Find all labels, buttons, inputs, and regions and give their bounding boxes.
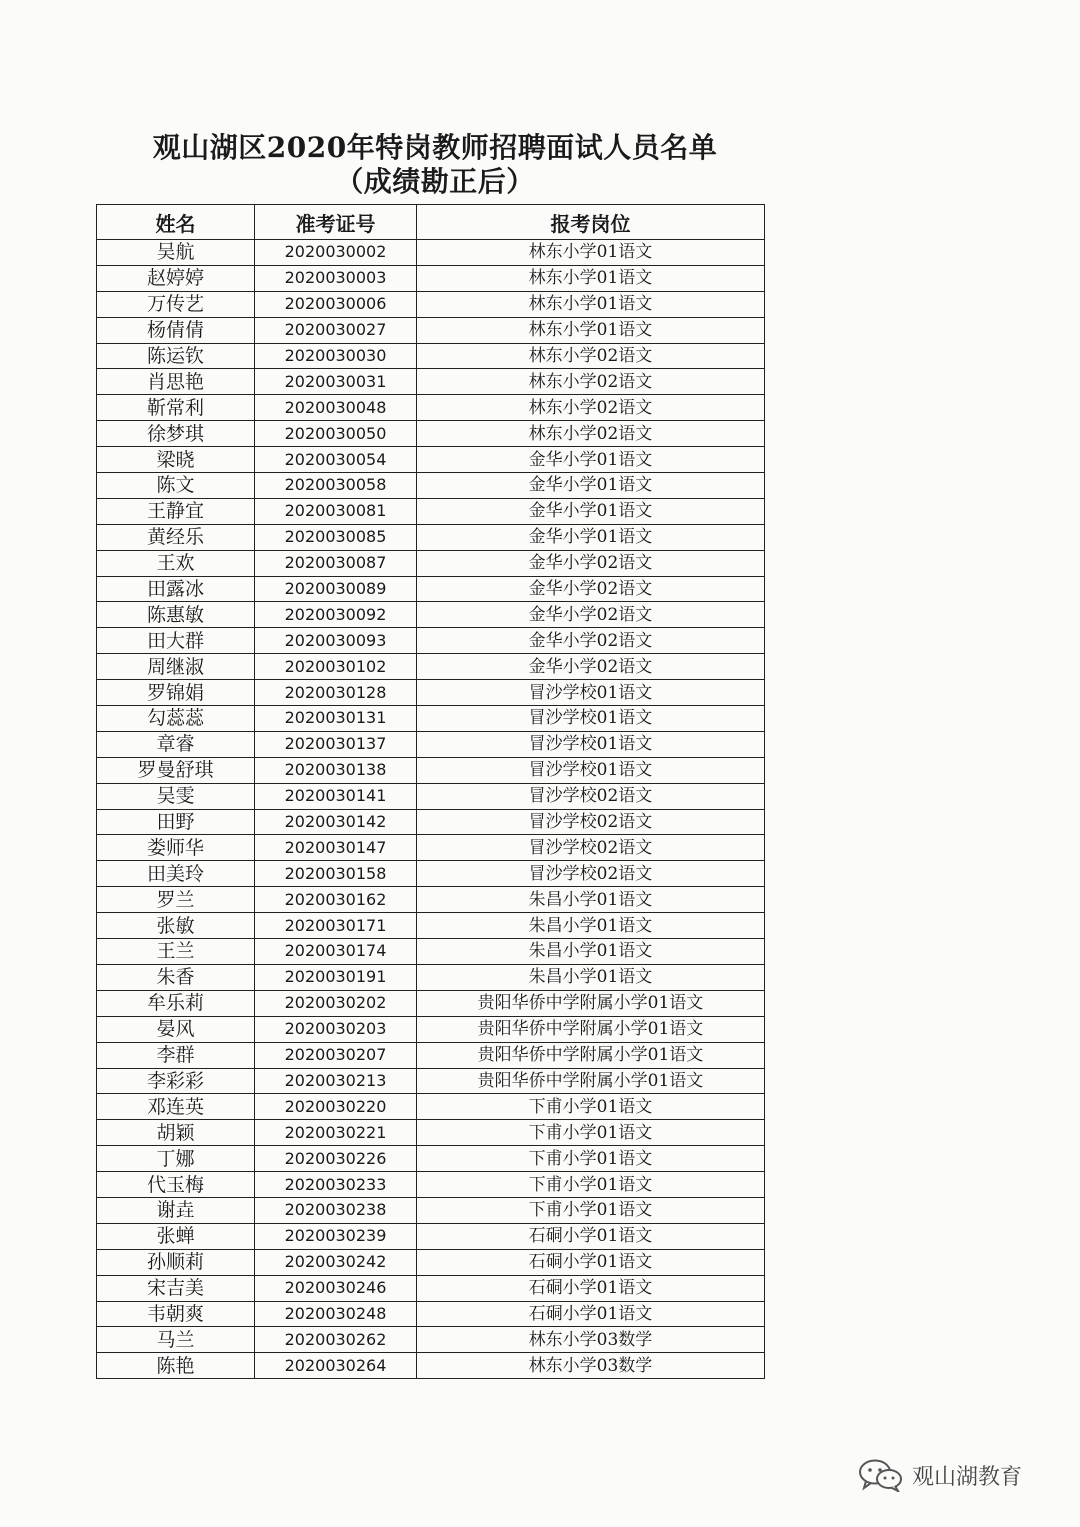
cell-name: 娄师华	[97, 835, 255, 861]
cell-name: 罗曼舒琪	[97, 757, 255, 783]
cell-exam-id: 2020030137	[255, 731, 417, 757]
cell-name: 王静宜	[97, 498, 255, 524]
table-row	[97, 1275, 765, 1301]
table-row	[97, 343, 765, 369]
cell-exam-id: 2020030248	[255, 1301, 417, 1327]
cell-exam-id: 2020030128	[255, 680, 417, 706]
cell-exam-id: 2020030006	[255, 291, 417, 317]
cell-name: 李群	[97, 1042, 255, 1068]
cell-position: 朱昌小学01语文	[417, 913, 765, 939]
cell-name: 靳常利	[97, 395, 255, 421]
cell-position: 贵阳华侨中学附属小学01语文	[417, 1042, 765, 1068]
cell-position: 石硐小学01语文	[417, 1249, 765, 1275]
cell-name: 宋吉美	[97, 1275, 255, 1301]
cell-position: 金华小学02语文	[417, 654, 765, 680]
cell-exam-id: 2020030058	[255, 473, 417, 499]
table-row	[97, 913, 765, 939]
table-row	[97, 395, 765, 421]
table-row	[97, 1042, 765, 1068]
cell-position: 金华小学02语文	[417, 550, 765, 576]
cell-name: 朱香	[97, 964, 255, 990]
table-row	[97, 628, 765, 654]
cell-position: 下甫小学01语文	[417, 1146, 765, 1172]
table-row	[97, 447, 765, 473]
cell-name: 万传艺	[97, 291, 255, 317]
table-row	[97, 1120, 765, 1146]
table-row	[97, 1223, 765, 1249]
cell-position: 林东小学02语文	[417, 369, 765, 395]
cell-name: 田露冰	[97, 576, 255, 602]
table-row	[97, 369, 765, 395]
cell-exam-id: 2020030002	[255, 240, 417, 266]
cell-position: 冒沙学校01语文	[417, 757, 765, 783]
table-row	[97, 317, 765, 343]
cell-exam-id: 2020030138	[255, 757, 417, 783]
cell-name: 李彩彩	[97, 1068, 255, 1094]
cell-exam-id: 2020030162	[255, 887, 417, 913]
cell-exam-id: 2020030102	[255, 654, 417, 680]
cell-position: 冒沙学校02语文	[417, 783, 765, 809]
cell-exam-id: 2020030202	[255, 990, 417, 1016]
table-row	[97, 835, 765, 861]
table-row	[97, 731, 765, 757]
cell-name: 吴雯	[97, 783, 255, 809]
cell-name: 田野	[97, 809, 255, 835]
cell-exam-id: 2020030027	[255, 317, 417, 343]
cell-exam-id: 2020030221	[255, 1120, 417, 1146]
cell-name: 梁晓	[97, 447, 255, 473]
cell-position: 金华小学01语文	[417, 447, 765, 473]
cell-name: 陈惠敏	[97, 602, 255, 628]
cell-exam-id: 2020030093	[255, 628, 417, 654]
cell-exam-id: 2020030085	[255, 524, 417, 550]
table-row	[97, 1197, 765, 1223]
table-row	[97, 757, 765, 783]
cell-position: 下甫小学01语文	[417, 1094, 765, 1120]
cell-position: 石硐小学01语文	[417, 1275, 765, 1301]
cell-exam-id: 2020030031	[255, 369, 417, 395]
table-row	[97, 783, 765, 809]
cell-name: 王兰	[97, 939, 255, 965]
cell-position: 冒沙学校01语文	[417, 706, 765, 732]
cell-name: 孙顺莉	[97, 1249, 255, 1275]
cell-name: 晏风	[97, 1016, 255, 1042]
cell-position: 金华小学01语文	[417, 473, 765, 499]
cell-exam-id: 2020030226	[255, 1146, 417, 1172]
cell-position: 贵阳华侨中学附属小学01语文	[417, 1016, 765, 1042]
cell-name: 肖思艳	[97, 369, 255, 395]
wechat-watermark	[858, 1458, 1022, 1492]
candidate-table	[96, 204, 765, 1379]
table-row	[97, 1094, 765, 1120]
cell-name: 陈文	[97, 473, 255, 499]
cell-position: 林东小学02语文	[417, 421, 765, 447]
cell-exam-id: 2020030171	[255, 913, 417, 939]
cell-exam-id: 2020030264	[255, 1353, 417, 1379]
table-row	[97, 576, 765, 602]
table-row	[97, 964, 765, 990]
table-row	[97, 1068, 765, 1094]
cell-position: 贵阳华侨中学附属小学01语文	[417, 1068, 765, 1094]
cell-exam-id: 2020030050	[255, 421, 417, 447]
cell-position: 贵阳华侨中学附属小学01语文	[417, 990, 765, 1016]
cell-name: 邓连英	[97, 1094, 255, 1120]
cell-exam-id: 2020030142	[255, 809, 417, 835]
cell-exam-id: 2020030003	[255, 265, 417, 291]
cell-name: 罗锦娟	[97, 680, 255, 706]
cell-name: 田大群	[97, 628, 255, 654]
page-title: 观山湖区2020年特岗教师招聘面试人员名单	[152, 131, 718, 164]
table-row	[97, 1172, 765, 1198]
table-row	[97, 550, 765, 576]
cell-name: 杨倩倩	[97, 317, 255, 343]
cell-name: 陈艳	[97, 1353, 255, 1379]
cell-exam-id: 2020030213	[255, 1068, 417, 1094]
column-header-name: 姓名	[97, 205, 255, 240]
cell-position: 林东小学03数学	[417, 1353, 765, 1379]
cell-position: 林东小学01语文	[417, 291, 765, 317]
cell-name: 韦朝爽	[97, 1301, 255, 1327]
cell-position: 下甫小学01语文	[417, 1172, 765, 1198]
cell-exam-id: 2020030030	[255, 343, 417, 369]
table-row	[97, 473, 765, 499]
table-header-row	[97, 205, 765, 240]
cell-exam-id: 2020030054	[255, 447, 417, 473]
cell-exam-id: 2020030203	[255, 1016, 417, 1042]
cell-position: 冒沙学校02语文	[417, 861, 765, 887]
cell-exam-id: 2020030174	[255, 939, 417, 965]
cell-name: 章睿	[97, 731, 255, 757]
table-row	[97, 602, 765, 628]
cell-position: 林东小学02语文	[417, 395, 765, 421]
cell-position: 石硐小学01语文	[417, 1223, 765, 1249]
cell-name: 马兰	[97, 1327, 255, 1353]
cell-name: 罗兰	[97, 887, 255, 913]
cell-exam-id: 2020030262	[255, 1327, 417, 1353]
cell-position: 金华小学02语文	[417, 576, 765, 602]
cell-name: 张蝉	[97, 1223, 255, 1249]
cell-name: 代玉梅	[97, 1172, 255, 1198]
table-row	[97, 861, 765, 887]
cell-position: 金华小学01语文	[417, 498, 765, 524]
cell-name: 周继淑	[97, 654, 255, 680]
column-header-position: 报考岗位	[417, 205, 765, 240]
cell-name: 田美玲	[97, 861, 255, 887]
cell-position: 金华小学02语文	[417, 602, 765, 628]
cell-name: 吴航	[97, 240, 255, 266]
cell-position: 朱昌小学01语文	[417, 964, 765, 990]
cell-exam-id: 2020030147	[255, 835, 417, 861]
table-row	[97, 706, 765, 732]
cell-position: 林东小学01语文	[417, 265, 765, 291]
table-row	[97, 1301, 765, 1327]
cell-position: 林东小学02语文	[417, 343, 765, 369]
cell-exam-id: 2020030246	[255, 1275, 417, 1301]
table-row	[97, 654, 765, 680]
table-row	[97, 1327, 765, 1353]
cell-exam-id: 2020030131	[255, 706, 417, 732]
cell-position: 金华小学02语文	[417, 628, 765, 654]
watermark-label: 观山湖教育	[912, 1464, 1023, 1490]
cell-exam-id: 2020030081	[255, 498, 417, 524]
table-row	[97, 809, 765, 835]
cell-position: 朱昌小学01语文	[417, 939, 765, 965]
cell-position: 林东小学01语文	[417, 240, 765, 266]
table-row	[97, 240, 765, 266]
cell-exam-id: 2020030207	[255, 1042, 417, 1068]
cell-exam-id: 2020030092	[255, 602, 417, 628]
table-row	[97, 1353, 765, 1379]
table-row	[97, 887, 765, 913]
table-row	[97, 421, 765, 447]
cell-position: 冒沙学校01语文	[417, 680, 765, 706]
cell-name: 丁娜	[97, 1146, 255, 1172]
cell-name: 胡颖	[97, 1120, 255, 1146]
cell-position: 林东小学03数学	[417, 1327, 765, 1353]
cell-position: 冒沙学校02语文	[417, 809, 765, 835]
cell-name: 陈运钦	[97, 343, 255, 369]
table-row	[97, 524, 765, 550]
page-subtitle: （成绩勘正后）	[335, 165, 535, 198]
table-row	[97, 1249, 765, 1275]
cell-position: 下甫小学01语文	[417, 1120, 765, 1146]
cell-exam-id: 2020030141	[255, 783, 417, 809]
cell-exam-id: 2020030191	[255, 964, 417, 990]
cell-position: 下甫小学01语文	[417, 1197, 765, 1223]
cell-name: 谢垚	[97, 1197, 255, 1223]
cell-position: 朱昌小学01语文	[417, 887, 765, 913]
table-body	[97, 240, 765, 1379]
cell-exam-id: 2020030048	[255, 395, 417, 421]
cell-position: 冒沙学校01语文	[417, 731, 765, 757]
table-row	[97, 990, 765, 1016]
table-row	[97, 1016, 765, 1042]
cell-position: 金华小学01语文	[417, 524, 765, 550]
table-row	[97, 291, 765, 317]
cell-position: 林东小学01语文	[417, 317, 765, 343]
cell-exam-id: 2020030239	[255, 1223, 417, 1249]
cell-position: 石硐小学01语文	[417, 1301, 765, 1327]
wechat-bubble-icon	[858, 1458, 904, 1492]
column-header-exam-id: 准考证号	[255, 205, 417, 240]
cell-position: 冒沙学校02语文	[417, 835, 765, 861]
cell-name: 赵婷婷	[97, 265, 255, 291]
cell-name: 勾蕊蕊	[97, 706, 255, 732]
cell-exam-id: 2020030238	[255, 1197, 417, 1223]
cell-name: 牟乐莉	[97, 990, 255, 1016]
cell-exam-id: 2020030242	[255, 1249, 417, 1275]
cell-name: 张敏	[97, 913, 255, 939]
cell-exam-id: 2020030087	[255, 550, 417, 576]
cell-name: 徐梦琪	[97, 421, 255, 447]
cell-name: 黄经乐	[97, 524, 255, 550]
cell-exam-id: 2020030089	[255, 576, 417, 602]
cell-exam-id: 2020030220	[255, 1094, 417, 1120]
table-row	[97, 1146, 765, 1172]
table-row	[97, 265, 765, 291]
cell-exam-id: 2020030158	[255, 861, 417, 887]
cell-exam-id: 2020030233	[255, 1172, 417, 1198]
cell-name: 王欢	[97, 550, 255, 576]
table-row	[97, 680, 765, 706]
table-row	[97, 498, 765, 524]
table-row	[97, 939, 765, 965]
